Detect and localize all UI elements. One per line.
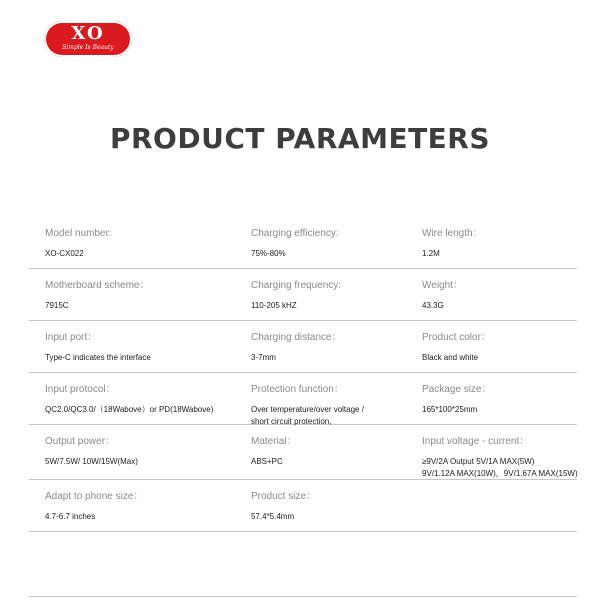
param-value: Type-C indicates the interface (45, 353, 151, 362)
param-value: 4.7-6.7 inches (45, 512, 96, 521)
param-protection-function (251, 373, 419, 427)
parameters-row (29, 321, 577, 373)
param-input-voltage-current (422, 425, 582, 479)
param-charging-distance (251, 321, 419, 363)
param-value: QC2.0/QC3.0/（18Wabove）or PD(18Wabove) (45, 405, 214, 414)
param-value: XO-CX022 (45, 249, 84, 258)
param-value: 57.4*5.4mm (251, 512, 295, 521)
param-value: 1.2M (422, 249, 440, 258)
param-label: Charging frequency: (251, 280, 342, 291)
param-package-size (422, 373, 582, 415)
param-value: 3-7mm (251, 353, 276, 362)
param-label: Input protocol： (45, 384, 116, 395)
param-input-protocol (45, 373, 245, 415)
param-empty (422, 480, 582, 491)
param-label: Input port： (45, 332, 98, 343)
parameters-table (29, 217, 577, 532)
param-label: Motherboard scheme： (45, 280, 150, 291)
param-value: ABS+PC (251, 457, 283, 466)
param-label: Charging efficiency: (251, 228, 339, 239)
brand-logo (44, 21, 132, 57)
param-value-line2: short circuit protection, (251, 417, 332, 426)
param-label: Output power： (45, 436, 116, 447)
parameters-row (29, 373, 577, 425)
param-label: Weight： (422, 280, 463, 291)
param-model-number (45, 217, 245, 259)
param-output-power (45, 425, 245, 467)
param-label: Charging distance： (251, 332, 342, 343)
param-product-color (422, 321, 582, 363)
brand-logo-mark: XO (71, 23, 105, 44)
parameters-row (29, 425, 577, 480)
param-label: Package size： (422, 384, 492, 395)
param-value: 110-205 kHZ (251, 301, 297, 310)
param-value: Over temperature/over voltage / (251, 405, 364, 414)
param-material (251, 425, 419, 467)
param-adapt-phone-size (45, 480, 245, 522)
param-value: 7915C (45, 301, 69, 310)
param-value-line2: 9V/1.12A MAX(10W)，9V/1.67A MAX(15W) (422, 469, 578, 478)
param-value: 43.3G (422, 301, 444, 310)
param-value: 75%-80% (251, 249, 286, 258)
param-product-size (251, 480, 419, 522)
param-label: Input voltage - current： (422, 436, 530, 447)
parameters-row (29, 217, 577, 269)
param-value: 165*100*25mm (422, 405, 478, 414)
param-label: Wire length： (422, 228, 483, 239)
param-label: Adapt to phone size： (45, 491, 144, 502)
param-label: Model number: (45, 228, 112, 239)
param-charging-efficiency (251, 217, 419, 259)
brand-tagline: Simple Is Beauty (62, 44, 114, 51)
param-label: Product size： (251, 491, 317, 502)
param-charging-frequency (251, 269, 419, 311)
param-weight (422, 269, 582, 311)
param-label: Product color： (422, 332, 491, 343)
param-wire-length (422, 217, 582, 259)
param-label: Protection function： (251, 384, 344, 395)
parameters-row (29, 480, 577, 532)
page-title: PRODUCT PARAMETERS (109, 122, 491, 155)
param-input-port (45, 321, 245, 363)
param-value: 5W/7.5W/ 10W/15W(Max) (45, 457, 138, 466)
bottom-divider (29, 596, 577, 597)
param-motherboard-scheme (45, 269, 245, 311)
param-value: Black and white (422, 353, 479, 362)
param-label: Material： (251, 436, 297, 447)
parameters-row (29, 269, 577, 321)
param-value: ≥9V/2A Output 5V/1A MAX(5W) (422, 457, 535, 466)
